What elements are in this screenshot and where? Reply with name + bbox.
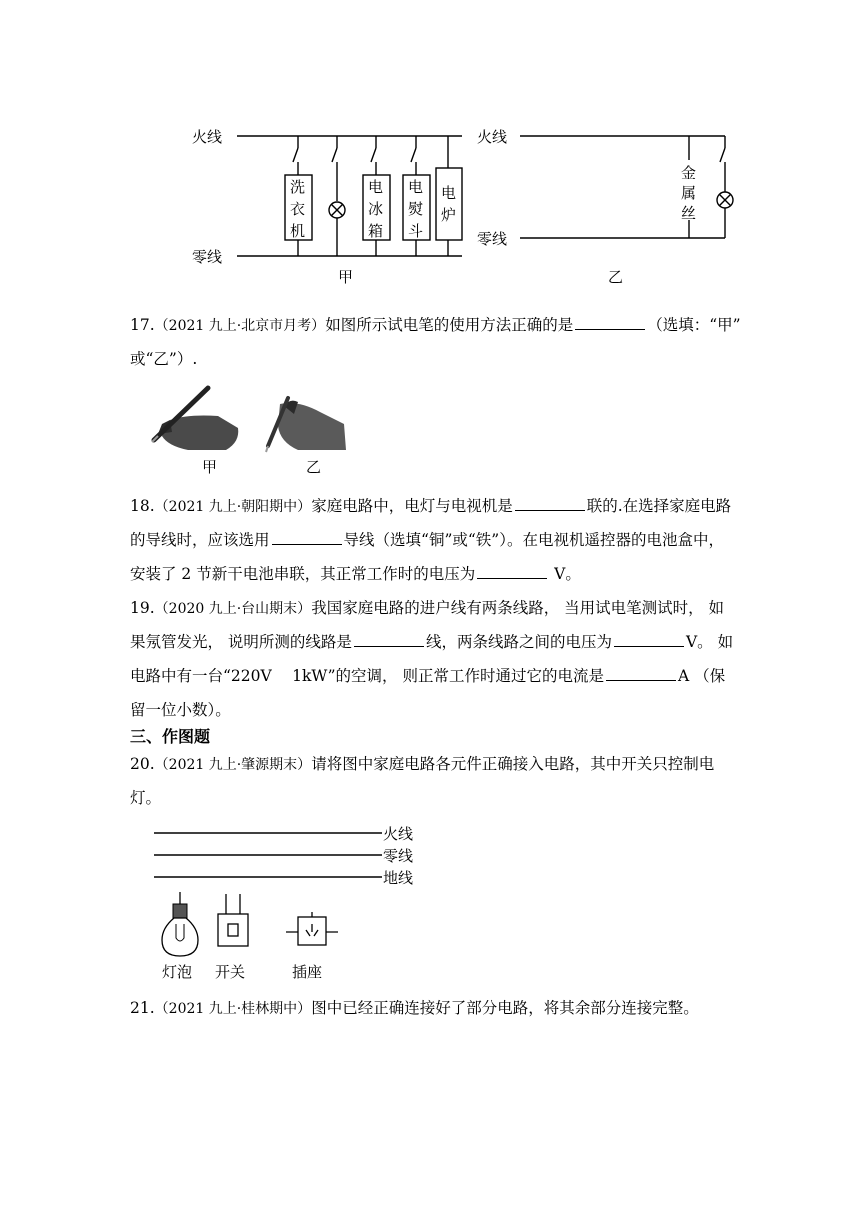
question-source: （2021 九上·桂林期中）	[154, 1001, 312, 1017]
metal-wire-label-1: 金	[681, 164, 697, 182]
question-text: （选填：“甲”	[647, 316, 741, 334]
yi-live-label: 火线	[477, 128, 508, 146]
question-19-line-2	[130, 630, 733, 652]
bulb-label: 灯泡	[162, 963, 193, 981]
iron-label-2: 熨	[408, 200, 424, 218]
question-text: 电路中有一台“220V 1kW”的空调， 则正常工作时通过它的电流是	[130, 667, 604, 685]
answer-blank[interactable]	[515, 494, 585, 511]
question-source: （2021 九上·朝阳期中）	[154, 499, 312, 515]
question-text: 图中已经正确连接好了部分电路，将其余部分连接完整。	[311, 999, 699, 1017]
washer-label-1: 洗	[290, 178, 306, 196]
question-text: V。	[549, 565, 581, 583]
question-21-line-1	[130, 996, 699, 1018]
question-text: 如图所示试电笔的使用方法正确的是	[325, 316, 574, 334]
washer-label-3: 机	[290, 222, 306, 240]
question-19-line-4	[130, 698, 231, 720]
iron-label-1: 电	[408, 178, 424, 196]
question-number: 21.	[130, 999, 155, 1017]
socket-label: 插座	[292, 963, 323, 981]
stove-label-1: 电	[441, 184, 457, 202]
metal-wire-label-2: 属	[681, 184, 697, 202]
question-number: 18.	[130, 497, 155, 515]
question-19-line-1	[130, 596, 724, 618]
question-text: V。 如	[685, 633, 734, 651]
metal-wire-label-3: 丝	[681, 204, 697, 222]
section-heading: 三、作图题	[130, 727, 211, 746]
question-text: 我国家庭电路的进户线有两条线路， 当用试电笔测试时， 如	[311, 599, 725, 617]
ground-wire-label: 地线	[383, 869, 414, 887]
pen-caption-yi: 乙	[306, 458, 322, 476]
stove-label-2: 炉	[441, 206, 457, 224]
answer-blank[interactable]	[575, 313, 645, 330]
question-text: A （保	[677, 667, 726, 685]
wiring-figure	[148, 820, 428, 986]
jia-neutral-label: 零线	[192, 248, 223, 266]
question-source: （2020 九上·台山期末）	[154, 601, 312, 617]
question-20-line-1	[130, 752, 714, 774]
question-text: 的导线时，应该选用	[130, 531, 270, 549]
jia-live-label: 火线	[192, 128, 223, 146]
question-text: 请将图中家庭电路各元件正确接入电路，其中开关只控制电	[311, 755, 715, 773]
pen-caption-jia: 甲	[202, 458, 218, 476]
question-text: 或“乙”）.	[130, 350, 198, 368]
yi-caption: 乙	[608, 268, 624, 286]
question-19-line-3	[130, 664, 725, 686]
question-text: 安装了 2 节新干电池串联，其正常工作时的电压为	[130, 565, 476, 583]
question-text: 导线（选填“铜”或“铁”）。在电视机遥控器的电池盒中，	[343, 531, 724, 549]
answer-blank[interactable]	[477, 562, 547, 579]
question-20-line-2	[130, 786, 161, 808]
washer-label-2: 衣	[290, 200, 306, 218]
question-text: 线，两条线路之间的电压为	[425, 633, 612, 651]
answer-blank[interactable]	[606, 664, 676, 681]
question-number: 17.	[130, 316, 155, 334]
question-18-line-1	[130, 494, 731, 516]
hand-holding-pen-jia-image	[152, 388, 238, 450]
question-text: 联的.在选择家庭电路	[586, 497, 732, 515]
iron-label-3: 斗	[408, 222, 424, 240]
answer-blank[interactable]	[614, 630, 684, 647]
question-text: 家庭电路中，电灯与电视机是	[311, 497, 513, 515]
test-pen-figure	[148, 384, 358, 476]
question-17-line-2	[130, 347, 197, 369]
question-text: 留一位小数）。	[130, 701, 231, 719]
fridge-label-3: 箱	[368, 222, 384, 240]
question-text: 果氖管发光， 说明所测的线路是	[130, 633, 352, 651]
switch-icon	[218, 894, 248, 946]
question-18-line-3	[130, 562, 581, 584]
light-bulb-icon	[162, 892, 198, 956]
neutral-wire-label: 零线	[383, 847, 414, 865]
question-source: （2021 九上·北京市月考）	[154, 318, 326, 334]
hand-holding-pen-yi-image	[266, 398, 346, 452]
question-17-line-1	[130, 313, 741, 335]
jia-caption: 甲	[338, 268, 354, 286]
question-number: 20.	[130, 755, 155, 773]
answer-blank[interactable]	[354, 630, 424, 647]
question-source: （2021 九上·肇源期末）	[154, 757, 312, 773]
fridge-label-1: 电	[368, 178, 384, 196]
question-number: 19.	[130, 599, 155, 617]
fridge-label-2: 冰	[368, 200, 384, 218]
question-18-line-2	[130, 528, 724, 550]
switch-label: 开关	[215, 963, 246, 981]
circuit-figure-jia-yi	[180, 118, 750, 290]
answer-blank[interactable]	[272, 528, 342, 545]
socket-icon	[286, 912, 338, 945]
yi-neutral-label: 零线	[477, 230, 508, 248]
question-text: 灯。	[130, 789, 162, 807]
live-wire-label: 火线	[383, 825, 414, 843]
